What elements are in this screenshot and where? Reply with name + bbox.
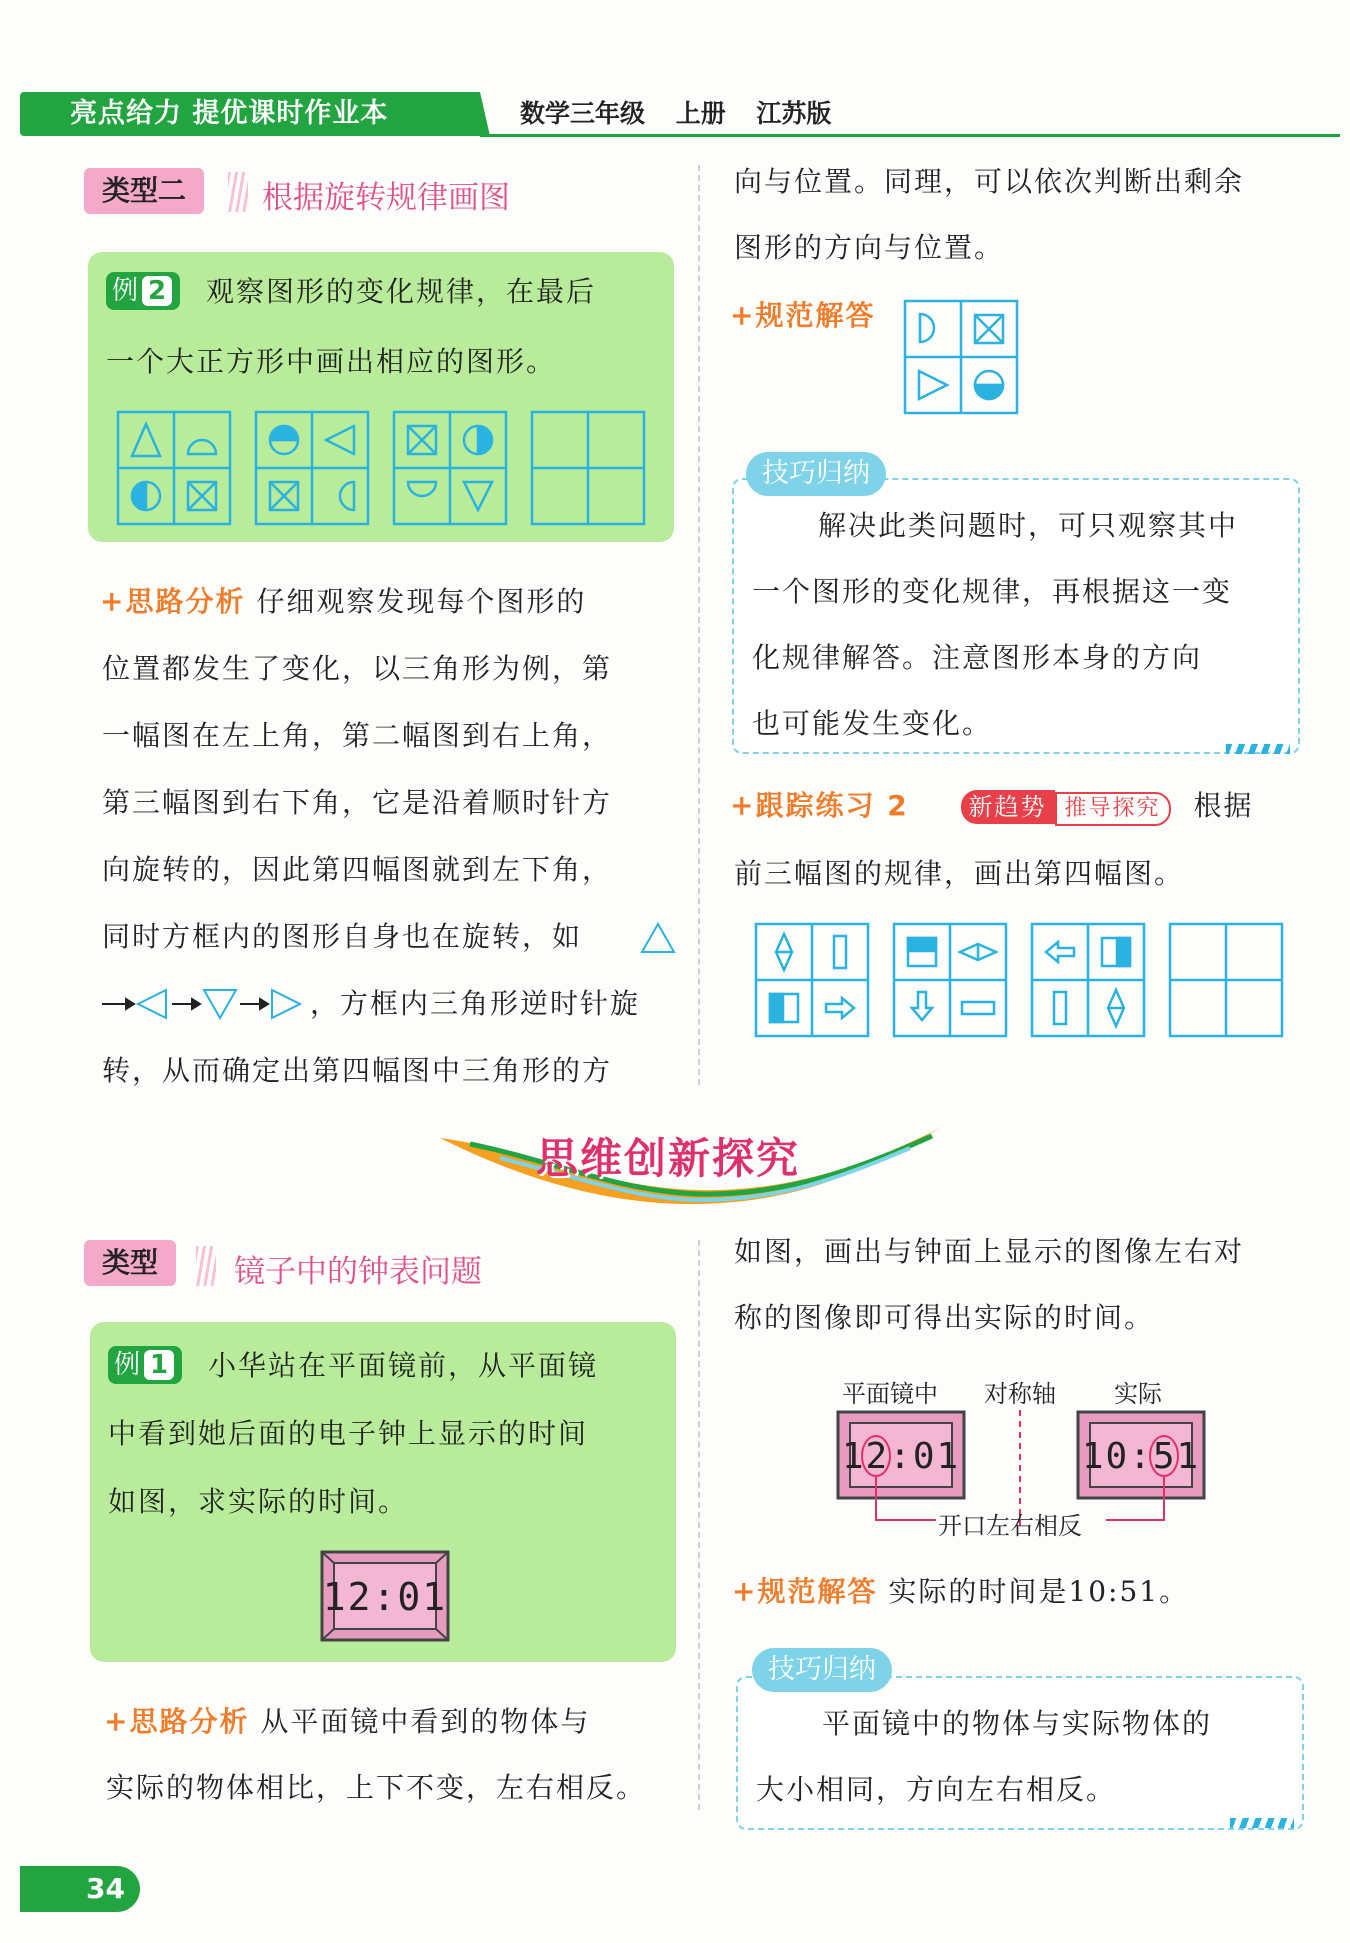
analysis-text: 从平面镜中看到的物体与 <box>260 1705 591 1738</box>
tip-line: 平面镜中的物体与实际物体的 <box>822 1707 1213 1740</box>
analysis-line: 图形的方向与位置。 <box>734 231 1005 264</box>
type-label: 类型 <box>84 1240 176 1286</box>
example-text-line: 观察图形的变化规律，在最后 <box>206 275 597 308</box>
column-divider <box>698 1240 700 1810</box>
practice-figure-3 <box>1032 924 1144 1036</box>
practice-text: 前三幅图的规律，画出第四幅图。 <box>734 857 1185 890</box>
analysis-line-1: +思路分析 仔细观察发现每个图形的 <box>100 585 587 618</box>
triangle-icon <box>132 424 160 456</box>
answer-text: 实际的时间是10:51。 <box>888 1575 1190 1608</box>
example-badge <box>106 272 180 310</box>
actual-clock-digits: 10:51 <box>1081 1436 1201 1477</box>
tip-badge: 技巧归纳 <box>746 452 886 496</box>
practice-figure-4-blank[interactable] <box>1170 924 1282 1036</box>
example-badge <box>108 1346 182 1384</box>
subject-info: 数学三年级 上册 江苏版 <box>520 99 832 128</box>
answer-figure <box>904 300 1020 416</box>
example-badge-label: 例 <box>114 1350 141 1380</box>
explain-line: 如图，画出与钟面上显示的图像左右对 <box>734 1235 1245 1268</box>
tip-line: 化规律解答。注意图形本身的方向 <box>752 641 1203 674</box>
analysis-line: 向与位置。同理，可以依次判断出剩余 <box>734 165 1245 198</box>
series-title: 亮点给力 提优课时作业本 <box>70 98 389 129</box>
type-label: 类型二 <box>84 168 204 214</box>
tip-line: 大小相同，方向左右相反。 <box>756 1773 1117 1806</box>
practice-figure-2 <box>894 924 1006 1036</box>
practice-figure-1 <box>756 924 868 1036</box>
tip-line: 也可能发生变化。 <box>752 707 993 740</box>
mirror-label: 平面镜中 <box>842 1380 938 1408</box>
type-title: 镜子中的钟表问题 <box>234 1254 482 1290</box>
trend-subtag: 推导探究 <box>1055 792 1171 826</box>
explain-line: 称的图像即可得出实际的时间。 <box>734 1301 1155 1334</box>
example-text-line: 如图，求实际的时间。 <box>108 1485 409 1518</box>
answer-label: 规范解答 <box>757 1575 878 1608</box>
header-rule <box>480 134 1340 137</box>
actual-label: 实际 <box>1114 1380 1162 1408</box>
analysis-text: 仔细观察发现每个图形的 <box>256 585 587 618</box>
analysis-line: ，方框内三角形逆时针旋 <box>310 987 641 1020</box>
mirror-clock-example <box>320 1550 450 1642</box>
analysis-line: 一幅图在左上角，第二幅图到右上角， <box>102 719 613 752</box>
figure-4-blank[interactable] <box>532 412 644 524</box>
practice-label: 跟踪练习 2 <box>755 789 909 822</box>
analysis-line: 第三幅图到右下角，它是沿着顺时针方 <box>102 786 613 819</box>
half-circle-icon <box>188 440 216 454</box>
analysis-label: 思路分析 <box>125 585 246 618</box>
example-number: 1 <box>144 1350 174 1380</box>
tip-line: 解决此类问题时，可只观察其中 <box>818 509 1239 542</box>
analysis-line: 向旋转的，因此第四幅图就到左下角， <box>102 853 613 886</box>
tip-stripes <box>1230 1818 1294 1828</box>
practice-text: 根据 <box>1193 789 1254 822</box>
rotation-figures <box>118 412 648 528</box>
tip-badge: 技巧归纳 <box>752 1648 892 1692</box>
analysis-line: 实际的物体相比，上下不变，左右相反。 <box>106 1771 647 1804</box>
triangle-inline-icon <box>640 922 676 954</box>
type-title: 根据旋转规律画图 <box>262 180 510 216</box>
trend-tag: 新趋势 <box>961 790 1055 824</box>
triangle-sequence-icons <box>100 986 306 1022</box>
analysis-line: 转，从而确定出第四幅图中三角形的方 <box>102 1054 613 1087</box>
tip-stripes <box>1226 744 1290 754</box>
analysis-label: 思路分析 <box>129 1705 250 1738</box>
analysis-line: 位置都发生了变化，以三角形为例，第 <box>102 652 613 685</box>
analysis-line: 同时方框内的图形自身也在旋转，如 <box>102 920 583 953</box>
column-divider <box>698 165 700 1085</box>
decor-slashes <box>196 1246 216 1286</box>
axis-label: 对称轴 <box>984 1380 1056 1408</box>
decor-slashes <box>228 172 248 212</box>
example-text-line: 一个大正方形中画出相应的图形。 <box>106 345 557 378</box>
figure-3 <box>394 412 506 524</box>
page-number: 34 <box>20 1866 140 1912</box>
figure-1 <box>118 412 230 524</box>
mirror-clock-digits: 12:01 <box>841 1436 961 1477</box>
example-text-line: 中看到她后面的电子钟上显示的时间 <box>108 1417 589 1450</box>
section-banner: 思维创新探究 <box>536 1134 801 1183</box>
answer-label: 规范解答 <box>755 299 876 332</box>
example-text-line: 小华站在平面镜前，从平面镜 <box>208 1349 599 1382</box>
practice-heading: +跟踪练习 2 新趋势 推导探究 根据 <box>730 788 1253 826</box>
example-badge-label: 例 <box>112 276 139 306</box>
tip-line: 一个图形的变化规律，再根据这一变 <box>752 575 1233 608</box>
analysis-line-1: +思路分析 从平面镜中看到的物体与 <box>104 1705 591 1738</box>
mirror-clock-digits: 12:01 <box>322 1575 448 1619</box>
practice-figures <box>756 924 1286 1040</box>
answer-line: +规范解答 实际的时间是10:51。 <box>732 1575 1190 1608</box>
figure-2 <box>256 412 368 524</box>
answer-heading: +规范解答 <box>730 299 876 332</box>
bracket-label: 开口左右相反 <box>938 1512 1082 1540</box>
example-number: 2 <box>142 276 172 306</box>
